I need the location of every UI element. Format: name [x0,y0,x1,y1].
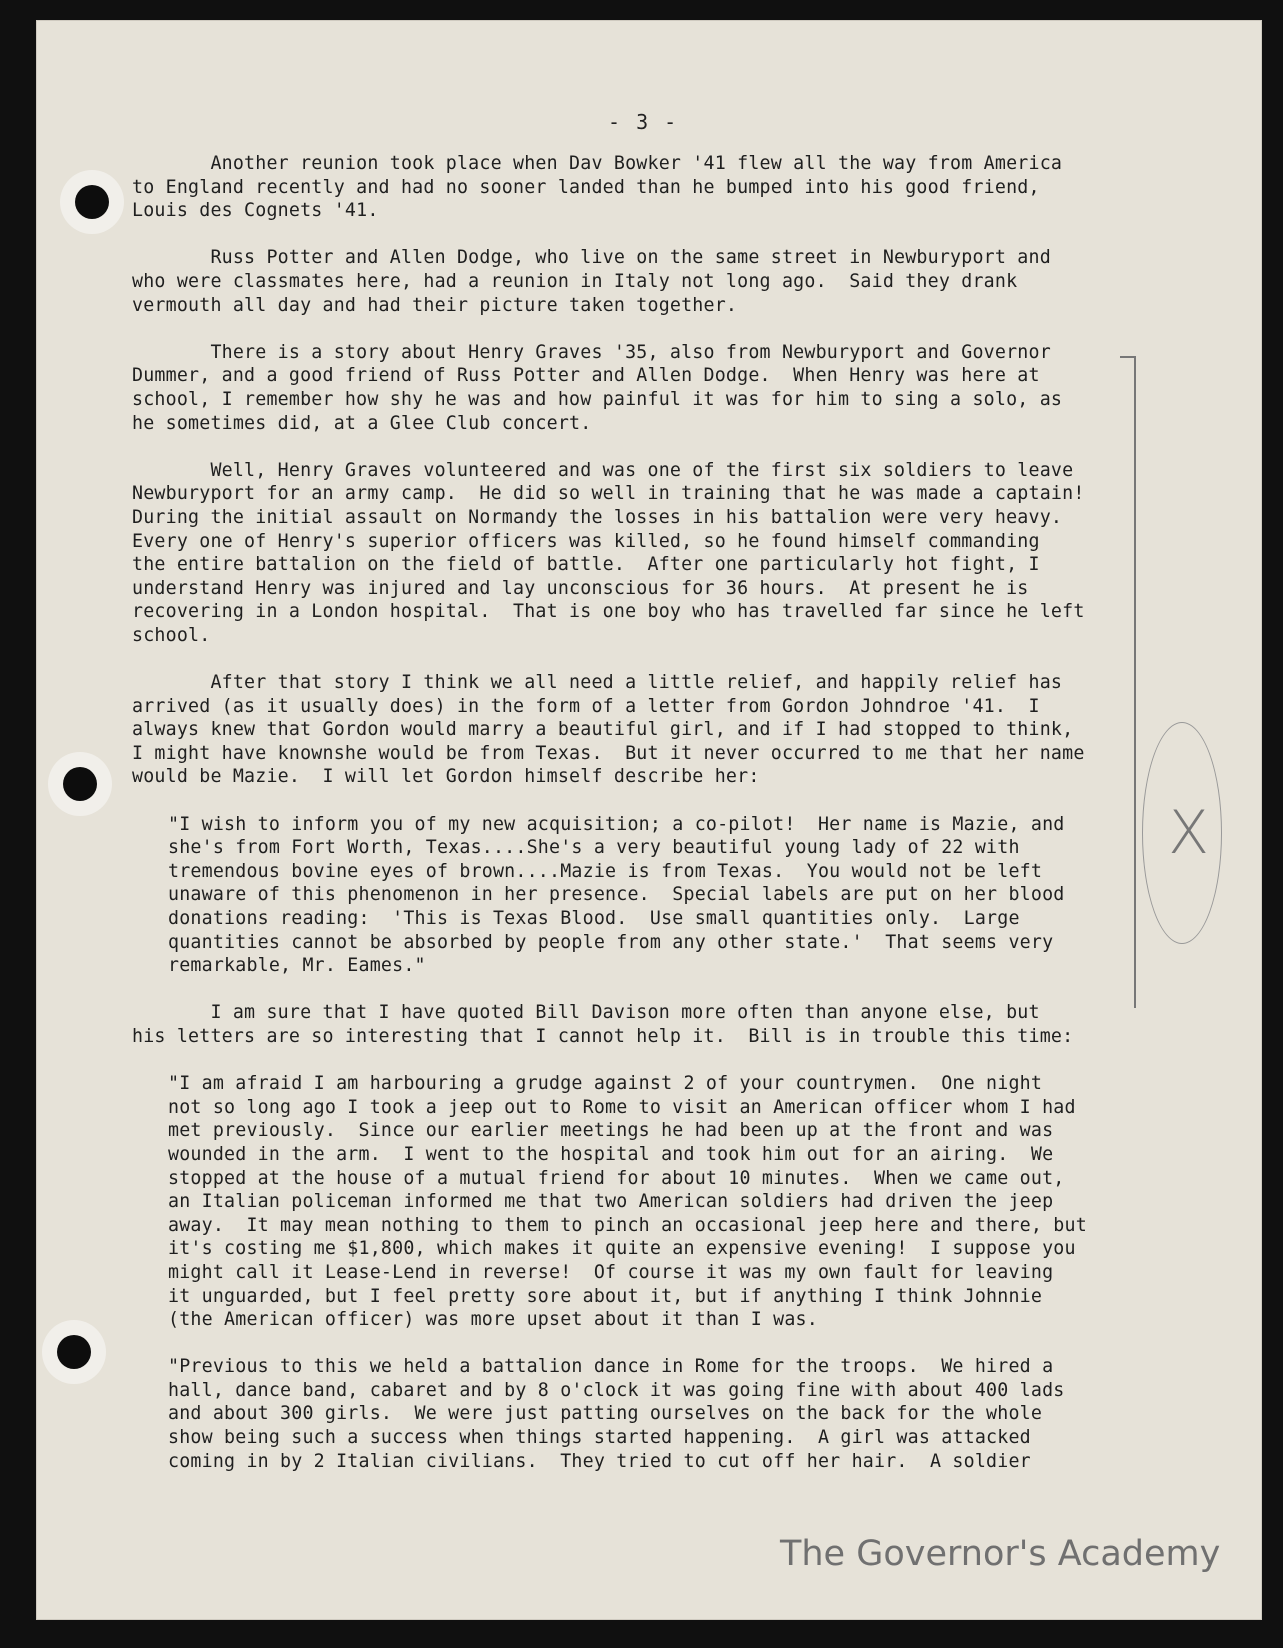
text-line: Newburyport for an army camp. He did so well in training that he was made a captain! [132,483,1085,505]
body-paragraph [132,152,1132,223]
text-line: an Italian policeman informed me that two American soldiers had driven the jeep [168,1191,1054,1213]
text-line: his letters are so interesting that I cannot help it. Bill is in trouble this time: [132,1025,1074,1047]
body-paragraph [132,1001,1132,1048]
text-line: it's costing me $1,800, which makes it quite an expensive evening! I suppose you [168,1238,1076,1260]
margin-bracket [1134,356,1136,1008]
text-line: school. [132,624,211,646]
text-line: Russ Potter and Allen Dodge, who live on the same street in Newburyport and [132,247,1051,269]
body-paragraph [132,246,1132,317]
text-line: quantities cannot be absorbed by people from any other state.' That seems very [168,931,1054,953]
text-line: show being such a success when things started happening. A girl was attacked [168,1427,1031,1449]
text-line: met previously. Since our earlier meetings he had been up at the front and was [168,1120,1054,1142]
text-line: donations reading: 'This is Texas Blood. Use small quantities only. Large [168,908,1020,929]
text-line: not so long ago I took a jeep out to Rome to visit an American officer whom I had [168,1096,1076,1118]
text-line: I am sure that I have quoted Bill Davison more often than anyone else, but [132,1002,1040,1024]
body-paragraph [132,671,1132,789]
text-line: Every one of Henry's superior officers was killed, so he found himself commanding [132,530,1040,552]
text-line: After that story I think we all need a little relief, and happily relief has [132,672,1063,694]
text-line: recovering in a London hospital. That is one boy who has travelled far since he left [132,601,1085,623]
text-line: would be Mazie. I will let Gordon himself describe her: [132,766,760,788]
punch-hole [42,1320,106,1384]
text-line: might call it Lease-Lend in reverse! Of course it was my own fault for leaving [168,1261,1054,1283]
text-line: Louis des Cognets '41. [132,200,379,222]
watermark: The Governor's Academy [780,1534,1221,1574]
text-line: I might have knownshe would be from Texas. But it never occurred to me that her name [132,742,1085,764]
text-line: There is a story about Henry Graves '35, also from Newburyport and Governor [132,341,1051,363]
text-line: the entire battalion on the field of battle. After one particularly hot fight, I [132,554,1040,576]
text-line: unaware of this phenomenon in her presence. Special labels are put on her blood [168,884,1065,906]
text-line: school, I remember how shy he was and how painful it was for him to sing a solo, as [132,388,1063,410]
body-paragraph [132,341,1132,435]
text-line: "I am afraid I am harbouring a grudge against 2 of your countrymen. One night [168,1073,1043,1095]
text-line: away. It may mean nothing to them to pinch an occasional jeep here and there, but [168,1214,1087,1236]
quoted-letter-paragraph [168,1072,1132,1332]
text-line: who were classmates here, had a reunion in Italy not long ago. Said they drank [132,270,1018,292]
text-line: arrived (as it usually does) in the form of a letter from Gordon Johndroe '41. I [132,695,1040,717]
text-line: understand Henry was injured and lay unconscious for 36 hours. At present he is [132,577,1029,599]
text-line: she's from Fort Worth, Texas....She's a very beautiful young lady of 22 with [168,837,1020,859]
quoted-letter-paragraph [168,813,1132,978]
text-line: he sometimes did, at a Glee Club concert. [132,412,592,434]
margin-x-mark: X [1168,798,1210,868]
text-line: coming in by 2 Italian civilians. They tried to cut off her hair. A soldier [168,1450,1031,1472]
document-body [132,152,1132,1497]
text-line: tremendous bovine eyes of brown....Mazie is from Texas. You would not be left [168,860,1043,882]
text-line: Another reunion took place when Dav Bowker '41 flew all the way from America [132,153,1063,174]
text-line: (the American officer) was more upset about it than I was. [168,1309,818,1331]
text-line: vermouth all day and had their picture taken together. [132,294,738,316]
page-number: - 3 - [608,110,679,134]
text-line: During the initial assault on Normandy the losses in his battalion were very heavy. [132,506,1063,528]
quoted-letter-paragraph [168,1355,1132,1473]
punch-hole [48,752,112,816]
text-line: stopped at the house of a mutual friend for about 10 minutes. When we came out, [168,1167,1065,1189]
text-line: "Previous to this we held a battalion dance in Rome for the troops. We hired a [168,1356,1054,1378]
punch-hole [60,170,124,234]
text-line: remarkable, Mr. Eames." [168,955,426,977]
text-line: to England recently and had no sooner landed than he bumped into his good friend, [132,176,1040,198]
text-line: "I wish to inform you of my new acquisition; a co-pilot! Her name is Mazie, and [168,813,1065,835]
text-line: always knew that Gordon would marry a beautiful girl, and if I had stopped to think, [132,719,1074,741]
text-line: Dummer, and a good friend of Russ Potter and Allen Dodge. When Henry was here at [132,365,1040,387]
text-line: Well, Henry Graves volunteered and was one of the first six soldiers to leave [132,459,1074,481]
text-line: and about 300 girls. We were just patting ourselves on the back for the whole [168,1403,1043,1425]
text-line: hall, dance band, cabaret and by 8 o'clock it was going fine with about 400 lads [168,1379,1065,1401]
margin-bracket-top [1120,356,1134,358]
text-line: wounded in the arm. I went to the hospital and took him out for an airing. We [168,1143,1054,1165]
text-line: it unguarded, but I feel pretty sore about it, but if anything I think Johnnie [168,1285,1043,1307]
body-paragraph [132,459,1132,648]
